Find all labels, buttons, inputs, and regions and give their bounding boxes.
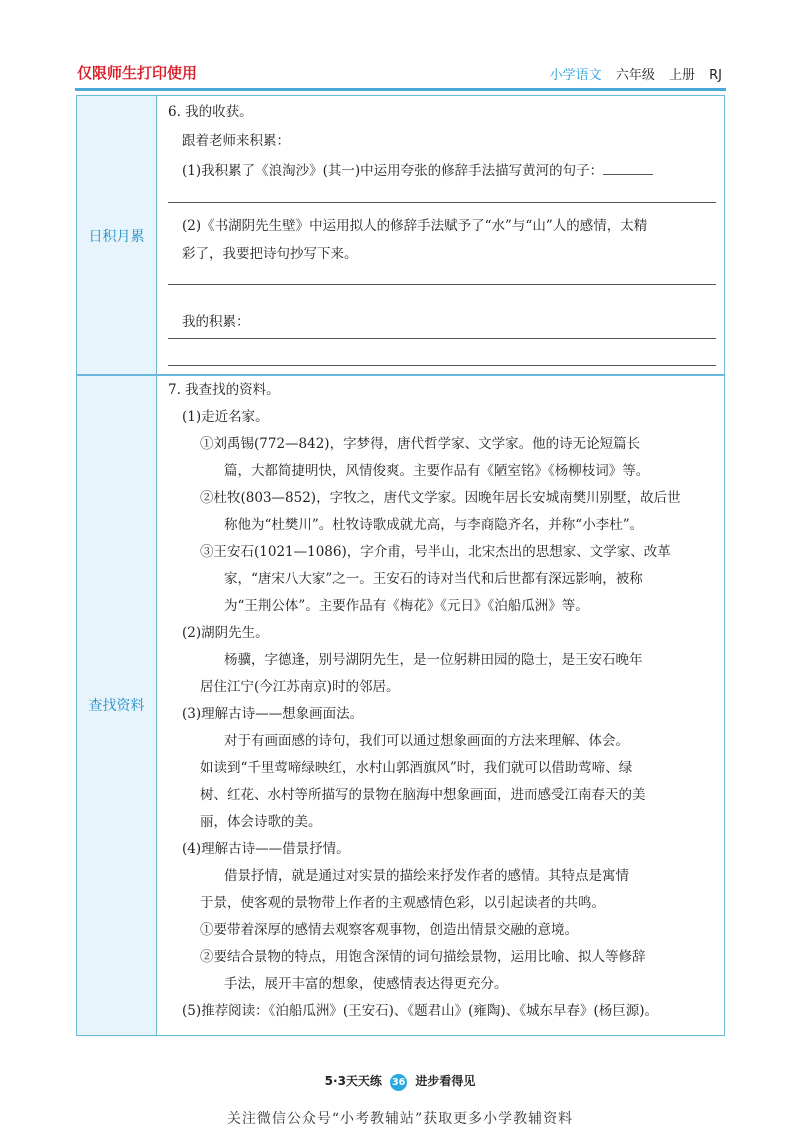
research-line: ①要带着深厚的感情去观察客观事物，创造出情景交融的意境。 (200, 922, 578, 938)
page-footer (0, 1072, 800, 1091)
answer-blank-inline[interactable] (603, 160, 653, 175)
question-7-title: 7. 我查找的资料。 (168, 382, 280, 398)
section-research (168, 377, 716, 1025)
subject-label: 小学语文 (549, 68, 602, 83)
book-info (540, 64, 722, 83)
answer-line-mine-2[interactable] (168, 365, 716, 366)
research-line: 为“王荆公体”。主要作品有《梅花》《元日》《泊船瓜洲》等。 (224, 598, 589, 614)
page-number-badge: 36 (390, 1074, 407, 1091)
harvest-mine: 我的积累： (182, 314, 250, 330)
research-line: 对于有画面感的诗句，我们可以通过想象画面的方法来理解、体会。 (224, 733, 629, 749)
research-line: 居住江宁(今江苏南京)时的邻居。 (200, 679, 400, 695)
harvest-q1 (168, 156, 716, 186)
header-rule (75, 88, 726, 91)
section-harvest (168, 98, 716, 336)
volume-label: 上册 (668, 68, 695, 83)
answer-line-mine-1[interactable] (168, 338, 716, 339)
answer-line-q2[interactable] (168, 284, 716, 285)
research-line: ②杜牧(803—852)，字牧之，唐代文学家。因晚年居长安城南樊川别墅，故后世 (200, 490, 681, 506)
research-line: 如读到“千里莺啼绿映红，水村山郭酒旗风”时，我们就可以借助莺啼、绿 (200, 760, 633, 776)
research-line: (2)湖阴先生。 (182, 625, 269, 641)
research-line: (3)理解古诗——想象画面法。 (182, 706, 364, 722)
research-line: (1)走近名家。 (182, 409, 269, 425)
research-line: 借景抒情，就是通过对实景的描绘来抒发作者的感情。其特点是寓情 (224, 868, 629, 884)
research-line: 篇，大都简捷明快，风情俊爽。主要作品有《陋室铭》《杨柳枝词》等。 (224, 463, 650, 479)
harvest-q2-line1: (2)《书湖阴先生壁》中运用拟人的修辞手法赋予了“水”与“山”人的感情，太精 (182, 218, 648, 234)
harvest-intro: 跟着老师来积累： (182, 133, 290, 149)
print-restriction-note: 仅限师生打印使用 (77, 64, 198, 82)
research-line: 树、红花、水村等所描写的景物在脑海中想象画面，进而感受江南春天的美 (200, 787, 646, 803)
harvest-q1-text: (1)我积累了《浪淘沙》(其一)中运用夸张的修辞手法描写黄河的句子： (182, 163, 604, 179)
research-line: (5)推荐阅读：《泊船瓜洲》(王安石)、《题君山》(雍陶)、《城东早春》(杨巨源)。 (182, 1003, 658, 1019)
research-line: 手法，展开丰富的想象，使感情表达得更充分。 (224, 976, 508, 992)
exercise-table (76, 95, 725, 1036)
footer-brand: 5·3天天练 (324, 1074, 382, 1088)
research-line: ②要结合景物的特点，用饱含深情的词句描绘景物，运用比喻、拟人等修辞 (200, 949, 646, 965)
research-line: 于景，使客观的景物带上作者的主观感情色彩，以引起读者的共鸣。 (200, 895, 605, 911)
section-label-research: 查找资料 (77, 375, 157, 1035)
answer-line-q1[interactable] (168, 202, 716, 203)
footer-slogan: 进步看得见 (415, 1074, 476, 1088)
grade-label: 六年级 (615, 68, 655, 83)
wechat-note: 关注微信公众号“小考教辅站”获取更多小学教辅资料 (226, 1111, 574, 1127)
section-label-daily-accumulation: 日积月累 (77, 96, 157, 375)
research-line: 称他为“杜樊川”。杜牧诗歌成就尤高，与李商隐齐名，并称“小李杜”。 (224, 517, 644, 533)
harvest-q2-line2: 彩了，我要把诗句抄写下来。 (182, 246, 358, 262)
research-line: (4)理解古诗——借景抒情。 (182, 841, 350, 857)
research-line: 丽，体会诗歌的美。 (200, 814, 322, 830)
edition-label: RJ (709, 68, 722, 83)
section-divider (77, 374, 724, 376)
research-line: ①刘禹锡(772—842)，字梦得，唐代哲学家、文学家。他的诗无论短篇长 (200, 436, 641, 452)
research-line: 家，“唐宋八大家”之一。王安石的诗对当代和后世都有深远影响，被称 (224, 571, 643, 587)
research-line: 杨骥，字德逢，别号湖阴先生，是一位躬耕田园的隐士，是王安石晚年 (224, 652, 643, 668)
research-line: ③王安石(1021—1086)，字介甫，号半山，北宋杰出的思想家、文学家、改革 (200, 544, 671, 560)
question-6-title: 6. 我的收获。 (168, 104, 253, 120)
